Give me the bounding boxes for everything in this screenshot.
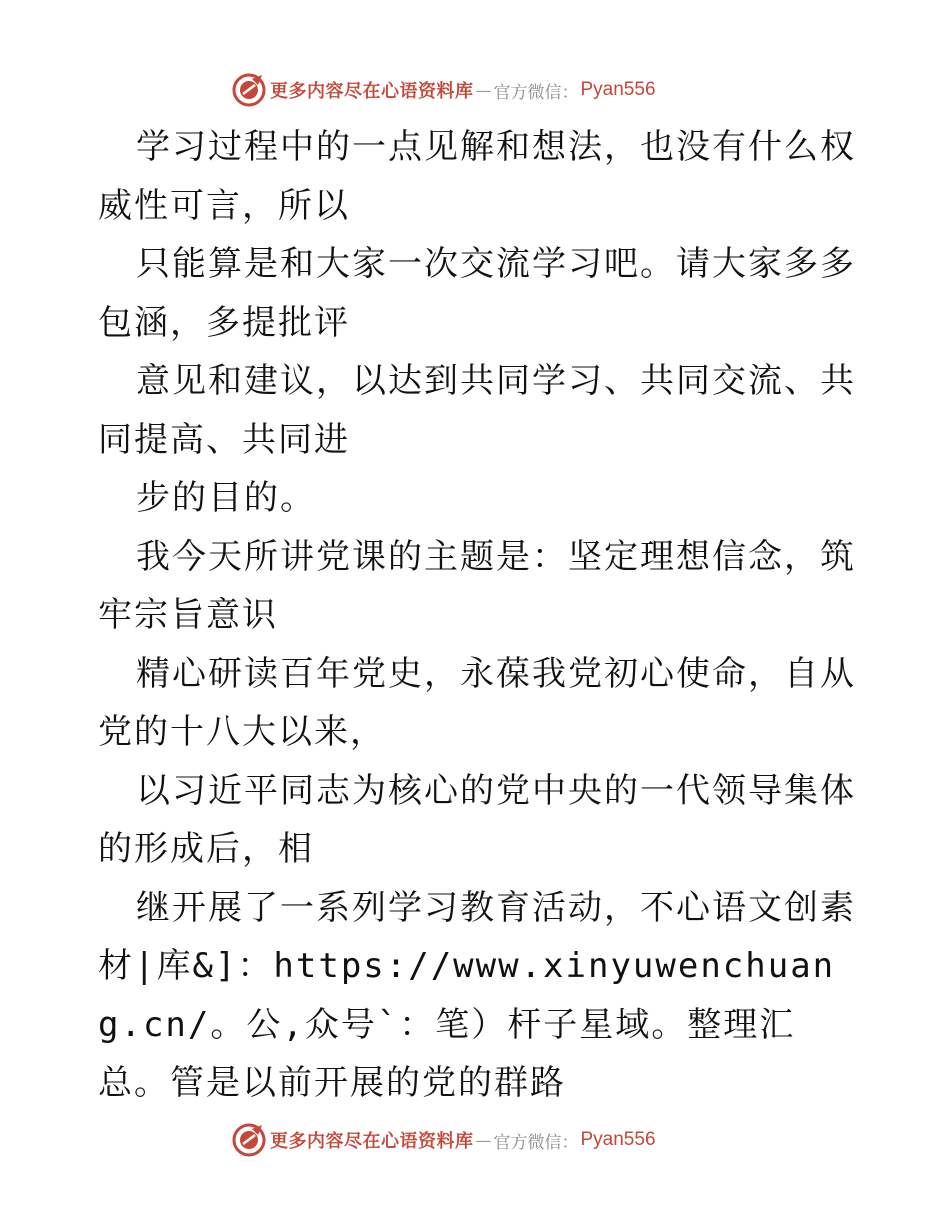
banner-wechat-id: Pyan556 <box>580 1129 656 1150</box>
paragraph: 步的目的。 <box>136 478 316 518</box>
paragraph: 学习过程中的一点见解和想法，也没有什么权威性可言，所以 <box>98 127 856 226</box>
paragraph: 继开展了一系列学习教育活动，不心语文创素材|库&]：https://www.xinyuwenchuang.cn/。公,众号`：笔）杆子星域。整理汇总。管是以前开展的党的群路 <box>98 887 856 1103</box>
paragraph: 意见和建议，以达到共同学习、共同交流、共同提高、共同进 <box>98 361 856 460</box>
banner-title: 更多内容尽在心语资料库 <box>270 1131 474 1152</box>
paragraph: 我今天所讲党课的主题是：坚定理想信念，筑牢宗旨意识 <box>98 536 856 635</box>
banner-wechat-label: 官方微信： <box>493 1132 579 1153</box>
body-text <box>98 118 858 1113</box>
header-banner <box>232 72 712 108</box>
logo-icon <box>232 1123 266 1157</box>
banner-separator: — <box>475 80 492 100</box>
footer-banner <box>232 1122 712 1158</box>
banner-wechat-label: 官方微信： <box>493 82 579 103</box>
banner-wechat-id: Pyan556 <box>580 79 656 100</box>
banner-separator: — <box>475 1130 492 1150</box>
paragraph: 以习近平同志为核心的党中央的一代领导集体的形成后，相 <box>98 770 856 869</box>
paragraph: 只能算是和大家一次交流学习吧。请大家多多包涵，多提批评 <box>98 244 856 343</box>
banner-title: 更多内容尽在心语资料库 <box>270 81 474 102</box>
logo-icon <box>232 73 266 107</box>
paragraph: 精心研读百年党史，永葆我党初心使命，自从党的十八大以来， <box>98 653 856 752</box>
